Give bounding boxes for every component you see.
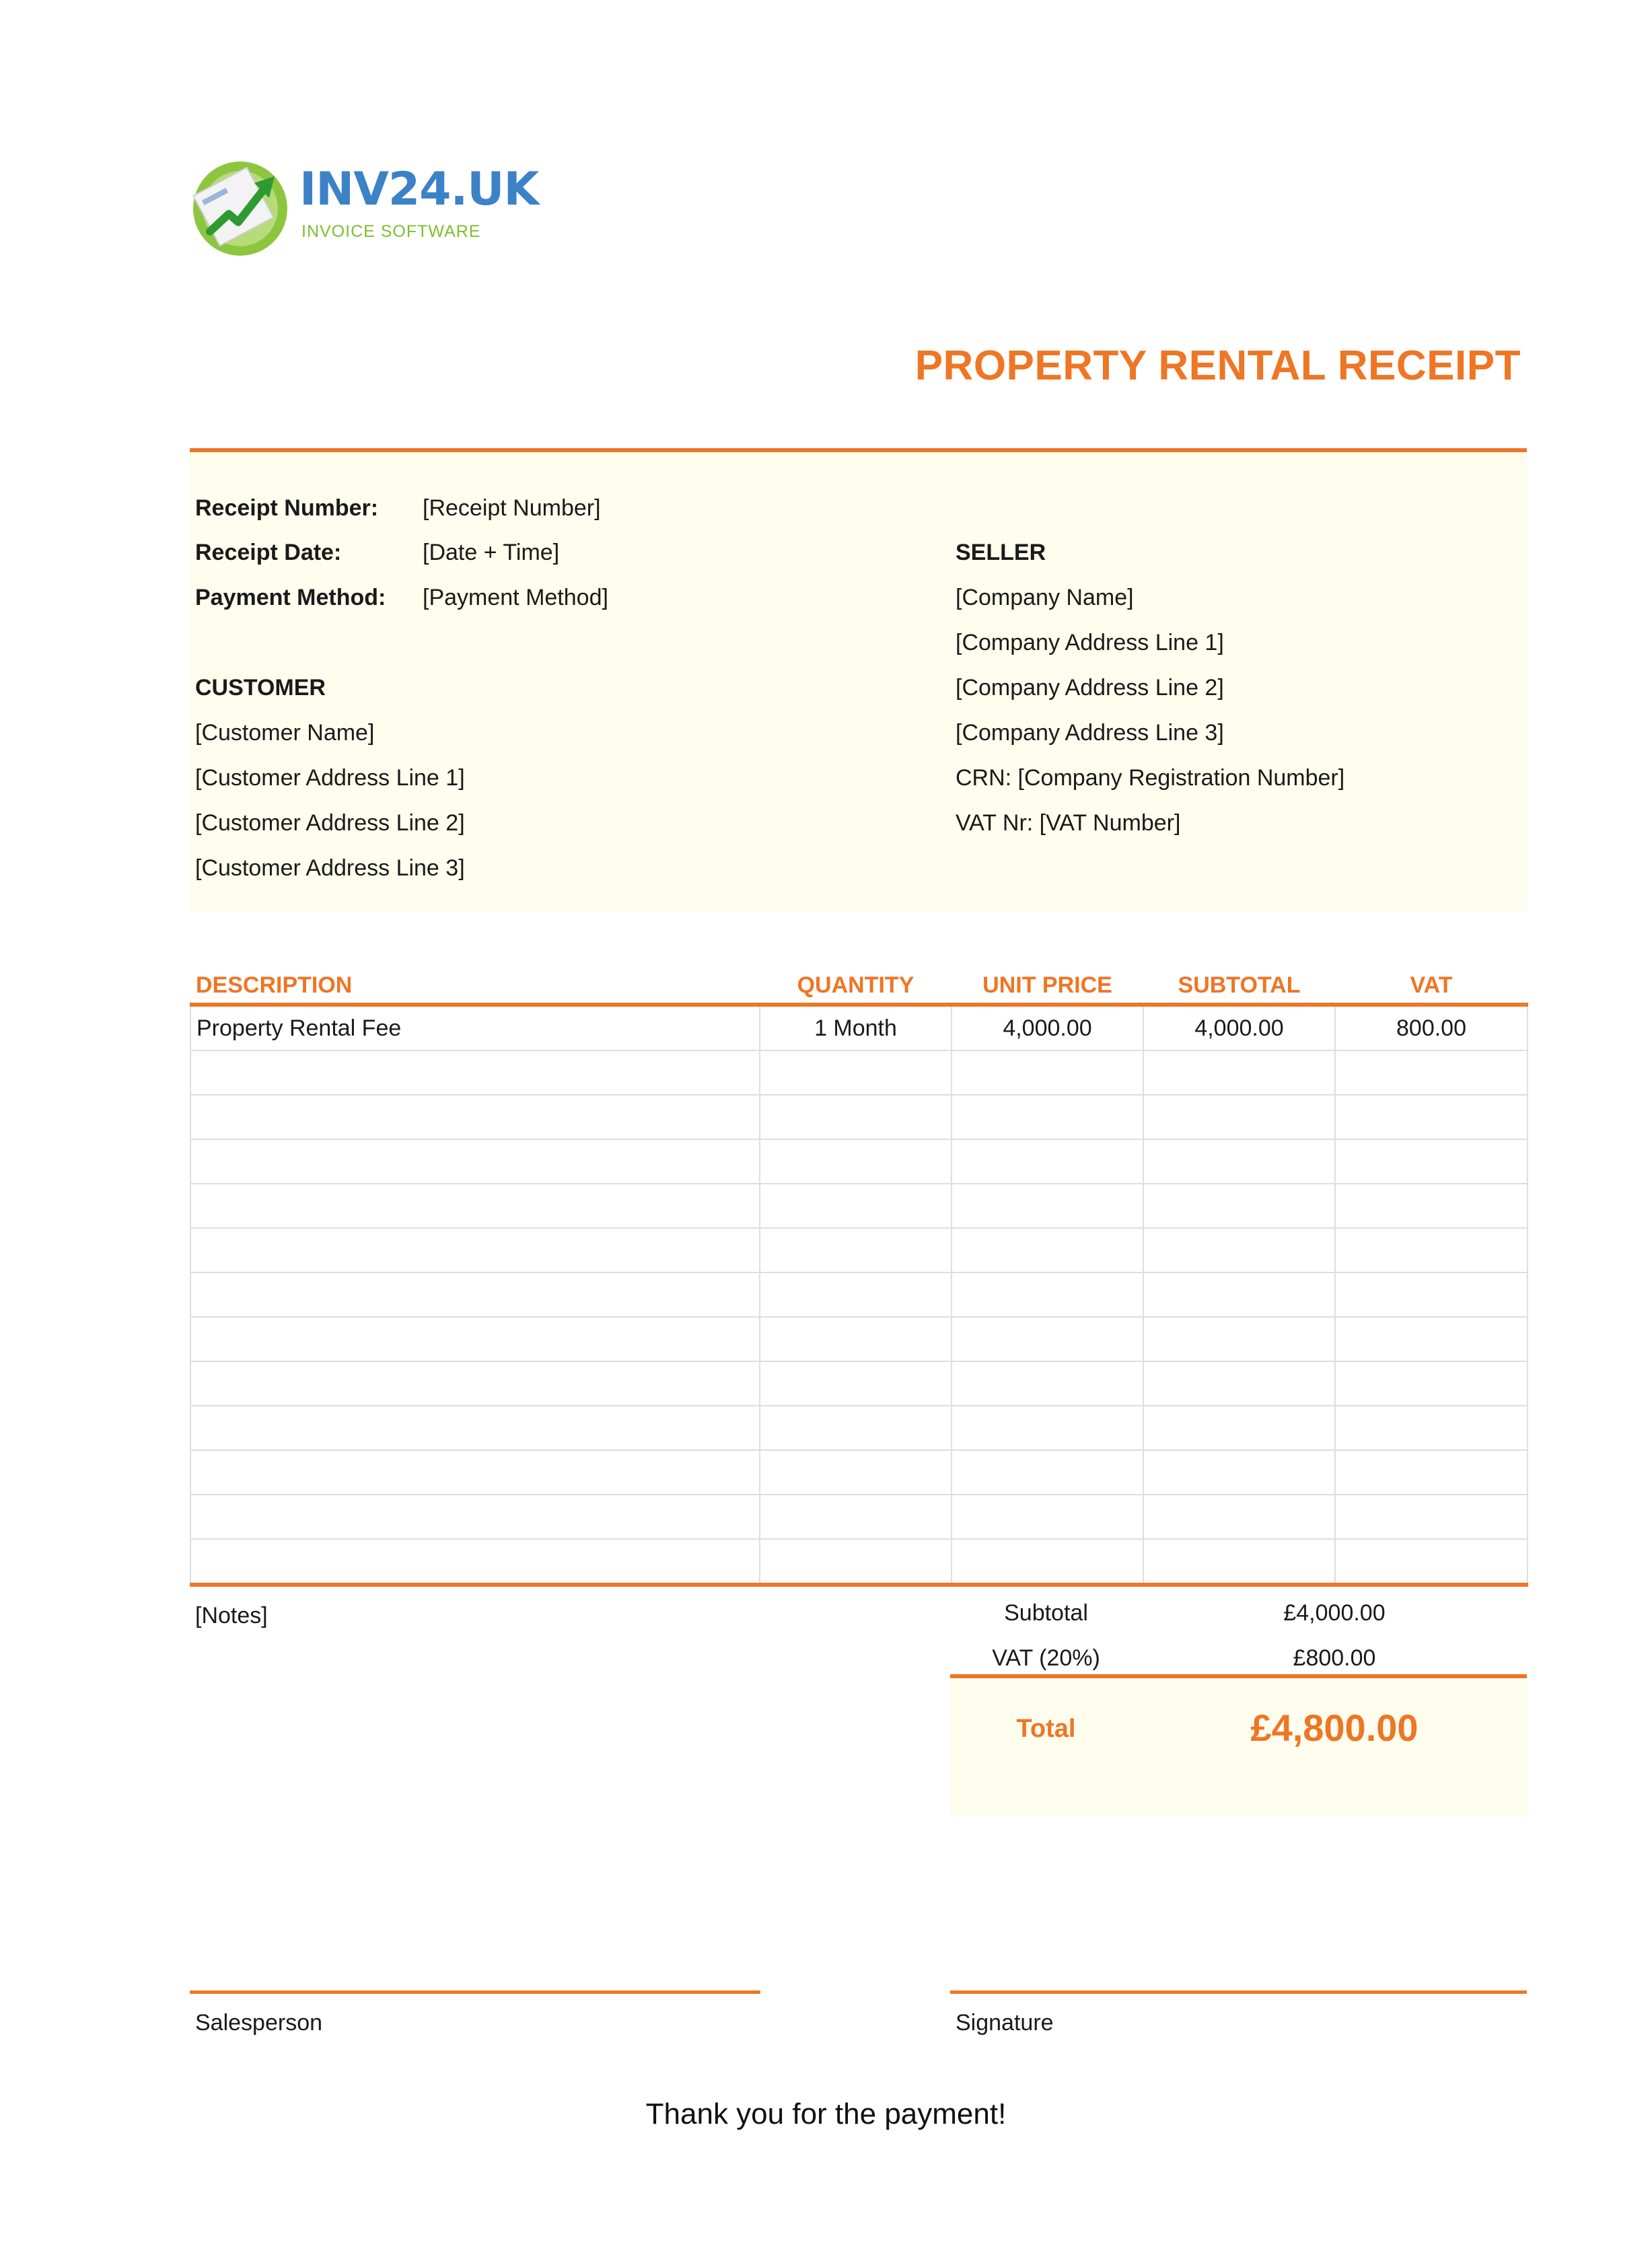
table-cell xyxy=(760,1450,951,1495)
table-cell xyxy=(1143,1184,1335,1228)
seller-line: CRN: [Company Registration Number] xyxy=(956,765,1345,791)
table-cell xyxy=(951,1228,1143,1272)
table-cell xyxy=(190,1539,760,1585)
table-cell xyxy=(190,1184,760,1228)
customer-line: [Customer Address Line 1] xyxy=(195,765,465,791)
table-cell xyxy=(1335,1495,1528,1539)
table-row xyxy=(190,1450,1528,1495)
table-cell xyxy=(1143,1450,1335,1495)
page-title: PROPERTY RENTAL RECEIPT xyxy=(914,343,1521,389)
signature-label: Signature xyxy=(956,2010,1054,2036)
grand-total-value: £4,800.00 xyxy=(1250,1707,1418,1749)
table-cell xyxy=(190,1495,760,1539)
table-cell xyxy=(190,1450,760,1495)
customer-signature-line xyxy=(950,1990,1527,1994)
table-cell xyxy=(951,1495,1143,1539)
table-cell xyxy=(1335,1272,1528,1317)
table-cell: 4,000.00 xyxy=(951,1005,1143,1050)
column-header-subtotal: SUBTOTAL xyxy=(1143,962,1335,1005)
table-cell xyxy=(760,1406,951,1450)
table-cell xyxy=(760,1495,951,1539)
payment-method-value: [Payment Method] xyxy=(423,585,608,610)
table-cell xyxy=(1335,1228,1528,1272)
table-cell xyxy=(190,1406,760,1450)
seller-line: [Company Address Line 1] xyxy=(956,630,1224,655)
table-cell xyxy=(1143,1272,1335,1317)
salesperson-signature-line xyxy=(190,1990,760,1994)
table-cell xyxy=(190,1095,760,1139)
table-row xyxy=(190,1095,1528,1139)
table-header-row xyxy=(190,962,1528,1005)
table-cell xyxy=(951,1095,1143,1139)
table-cell xyxy=(1143,1539,1335,1585)
table-row xyxy=(190,1228,1528,1272)
table-row xyxy=(190,1005,1528,1050)
table-cell xyxy=(760,1228,951,1272)
table-cell xyxy=(1335,1539,1528,1585)
table-row xyxy=(190,1361,1528,1406)
subtotal-value: £4,000.00 xyxy=(1283,1600,1386,1626)
table-cell xyxy=(190,1361,760,1406)
table-cell xyxy=(190,1050,760,1095)
seller-line: [Company Address Line 2] xyxy=(956,675,1224,701)
receipt-number-label: Receipt Number: xyxy=(195,495,379,521)
table-cell: 800.00 xyxy=(1335,1005,1528,1050)
table-cell xyxy=(760,1539,951,1585)
table-cell xyxy=(1143,1495,1335,1539)
table-row xyxy=(190,1272,1528,1317)
table-cell xyxy=(760,1139,951,1184)
table-cell xyxy=(190,1139,760,1184)
table-cell xyxy=(1143,1361,1335,1406)
vat-total-label: VAT (20%) xyxy=(992,1645,1100,1671)
seller-line: [Company Address Line 3] xyxy=(956,720,1224,746)
table-cell xyxy=(760,1050,951,1095)
seller-line: [Company Name] xyxy=(956,585,1134,610)
table-cell xyxy=(760,1317,951,1361)
table-cell xyxy=(1143,1228,1335,1272)
table-row xyxy=(190,1495,1528,1539)
notes-text: [Notes] xyxy=(195,1603,268,1628)
receipt-info-panel xyxy=(190,448,1527,911)
table-cell xyxy=(951,1539,1143,1585)
company-logo xyxy=(190,156,539,257)
customer-line: [Customer Name] xyxy=(195,720,375,746)
thank-you-message: Thank you for the payment! xyxy=(645,2097,1007,2130)
table-cell: 1 Month xyxy=(760,1005,951,1050)
table-row xyxy=(190,1184,1528,1228)
column-header-unit-price: UNIT PRICE xyxy=(951,962,1143,1005)
table-row xyxy=(190,1317,1528,1361)
table-cell xyxy=(951,1184,1143,1228)
table-cell xyxy=(1335,1184,1528,1228)
table-cell: Property Rental Fee xyxy=(190,1005,760,1050)
logo-tagline: INVOICE SOFTWARE xyxy=(301,222,481,241)
table-cell: 4,000.00 xyxy=(1143,1005,1335,1050)
table-cell xyxy=(1143,1095,1335,1139)
table-cell xyxy=(190,1228,760,1272)
column-header-quantity: QUANTITY xyxy=(760,962,951,1005)
table-cell xyxy=(190,1317,760,1361)
customer-heading: CUSTOMER xyxy=(195,675,326,701)
table-cell xyxy=(951,1272,1143,1317)
table-row xyxy=(190,1050,1528,1095)
table-cell xyxy=(951,1050,1143,1095)
grand-total-label: Total xyxy=(1016,1715,1076,1743)
logo-wordmark: INV24.UK xyxy=(299,163,539,216)
table-cell xyxy=(1335,1361,1528,1406)
table-cell xyxy=(760,1184,951,1228)
table-row xyxy=(190,1539,1528,1585)
table-row xyxy=(190,1406,1528,1450)
table-cell xyxy=(1335,1450,1528,1495)
seller-line: VAT Nr: [VAT Number] xyxy=(956,810,1181,836)
receipt-number-value: [Receipt Number] xyxy=(423,495,601,521)
table-cell xyxy=(1335,1050,1528,1095)
column-header-vat: VAT xyxy=(1335,962,1528,1005)
table-cell xyxy=(1143,1406,1335,1450)
salesperson-label: Salesperson xyxy=(195,2010,323,2036)
table-cell xyxy=(951,1317,1143,1361)
subtotal-label: Subtotal xyxy=(1004,1600,1088,1626)
table-body xyxy=(190,1005,1528,1585)
table-cell xyxy=(1335,1406,1528,1450)
table-cell xyxy=(1335,1139,1528,1184)
table-cell xyxy=(951,1361,1143,1406)
table-cell xyxy=(1143,1317,1335,1361)
table-cell xyxy=(951,1139,1143,1184)
line-items-table xyxy=(190,962,1528,1587)
table-row xyxy=(190,1139,1528,1184)
receipt-date-value: [Date + Time] xyxy=(423,540,560,565)
vat-total-value: £800.00 xyxy=(1293,1645,1376,1671)
payment-method-label: Payment Method: xyxy=(195,585,386,610)
customer-line: [Customer Address Line 2] xyxy=(195,810,465,836)
table-cell xyxy=(760,1095,951,1139)
table-cell xyxy=(190,1272,760,1317)
seller-heading: SELLER xyxy=(956,540,1046,565)
table-cell xyxy=(1143,1139,1335,1184)
receipt-date-label: Receipt Date: xyxy=(195,540,342,565)
table-cell xyxy=(760,1272,951,1317)
column-header-description: DESCRIPTION xyxy=(190,962,760,1005)
table-cell xyxy=(1335,1317,1528,1361)
table-cell xyxy=(1143,1050,1335,1095)
table-cell xyxy=(951,1406,1143,1450)
customer-line: [Customer Address Line 3] xyxy=(195,855,465,881)
table-cell xyxy=(1335,1095,1528,1139)
logo-emblem-icon xyxy=(190,156,291,257)
table-cell xyxy=(951,1450,1143,1495)
table-cell xyxy=(760,1361,951,1406)
